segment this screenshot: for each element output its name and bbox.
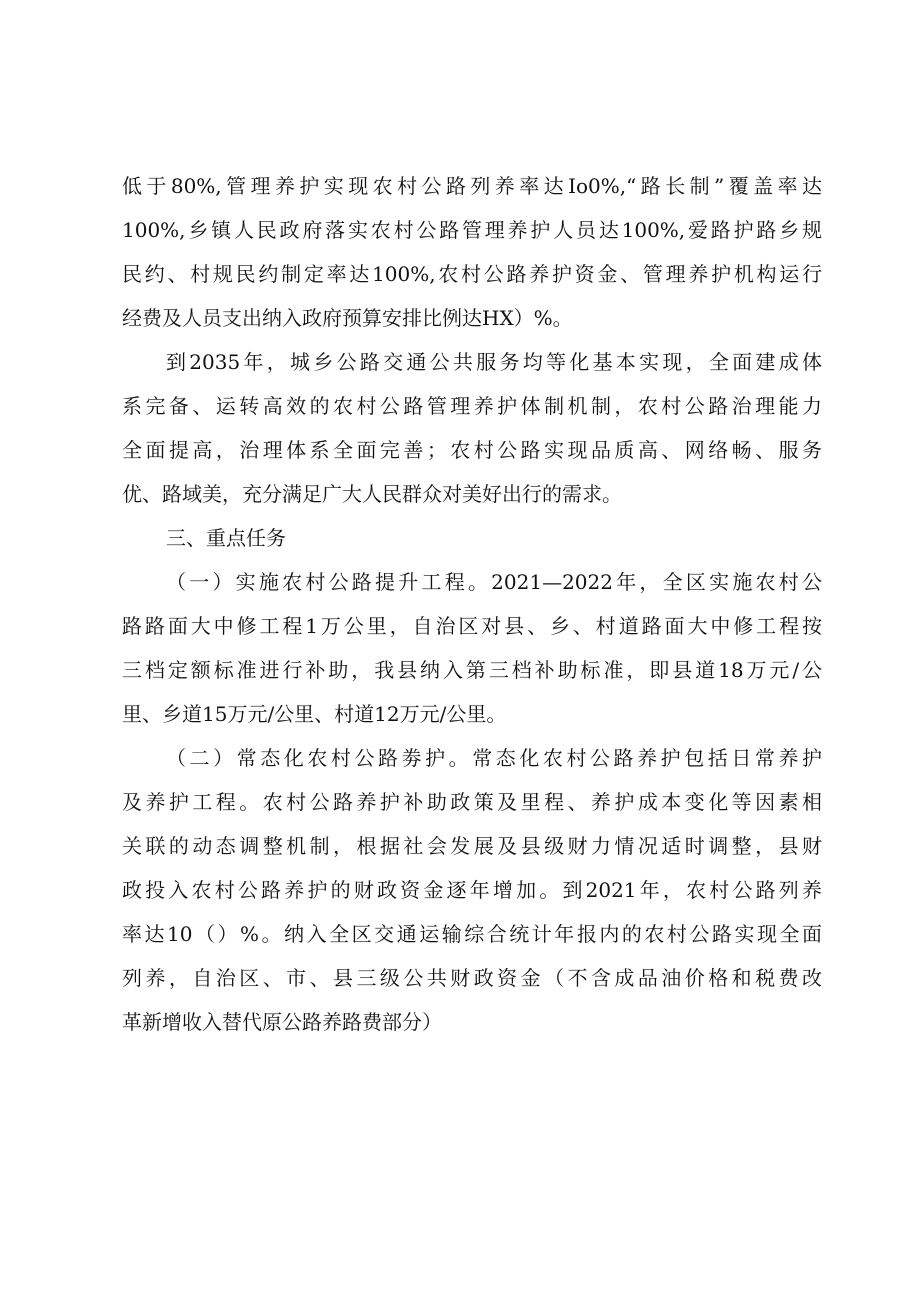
text-line: 率达10（）%。纳入全区交通运输综合统计年报内的农村公路实现全面 <box>122 922 822 946</box>
text-line: 系完备、运转高效的农村公路管理养护体制机制，农村公路治理能力 <box>122 394 822 418</box>
paragraph-targets-2035 <box>122 340 822 516</box>
text-line: 政投入农村公路养护的财政资金逐年增加。到2021年，农村公路列养 <box>122 878 822 902</box>
text-line: 路路面大中修工程1万公里，自治区对县、乡、村道路面大中修工程按 <box>122 614 822 638</box>
text-line: 优、路域美，充分满足广大人民群众对美好出行的需求。 <box>122 482 622 506</box>
text-line: 民约、村规民约制定率达100%,农村公路养护资金、管理养护机构运行 <box>122 262 822 286</box>
text-line: 到2035年，城乡公路交通公共服务均等化基本实现，全面建成体 <box>166 350 822 374</box>
paragraph-task-2 <box>122 736 822 1044</box>
text-line: 100%,乡镇人民政府落实农村公路管理养护人员达100%,爱路护路乡规 <box>122 218 822 242</box>
text-line: 经费及人员支出纳入政府预算安排比例达HX）%。 <box>122 306 573 330</box>
paragraph-targets-2025 <box>122 164 822 340</box>
text-line: 低于80%,管理养护实现农村公路列养率达Io0%,“路长制”覆盖率达 <box>122 174 822 198</box>
text-line: 里、乡道15万元/公里、村道12万元/公里。 <box>122 702 507 726</box>
text-line: （二）常态化农村公路劵护。常态化农村公路养护包括日常养护 <box>166 746 822 770</box>
heading-text: 三、重点任务 <box>166 526 286 550</box>
text-line: 革新增收入替代原公路养路费部分） <box>122 1010 442 1034</box>
text-line: 列养，自治区、市、县三级公共财政资金（不含成品油价格和税费改 <box>122 966 822 990</box>
text-line: 及养护工程。农村公路养护补助政策及里程、养护成本变化等因素相 <box>122 790 822 814</box>
text-line: 三档定额标准进行补助，我县纳入第三档补助标准，即县道18万元/公 <box>122 658 822 682</box>
text-line: （一）实施农村公路提升工程。2021—2022年，全区实施农村公 <box>166 570 822 594</box>
text-line: 全面提高，治理体系全面完善；农村公路实现品质高、网络畅、服务 <box>122 438 822 462</box>
text-line: 关联的动态调整机制，根据社会发展及县级财力情况适时调整，县财 <box>122 834 822 858</box>
section-heading <box>122 516 822 560</box>
paragraph-task-1 <box>122 560 822 736</box>
document-body <box>122 164 822 1044</box>
